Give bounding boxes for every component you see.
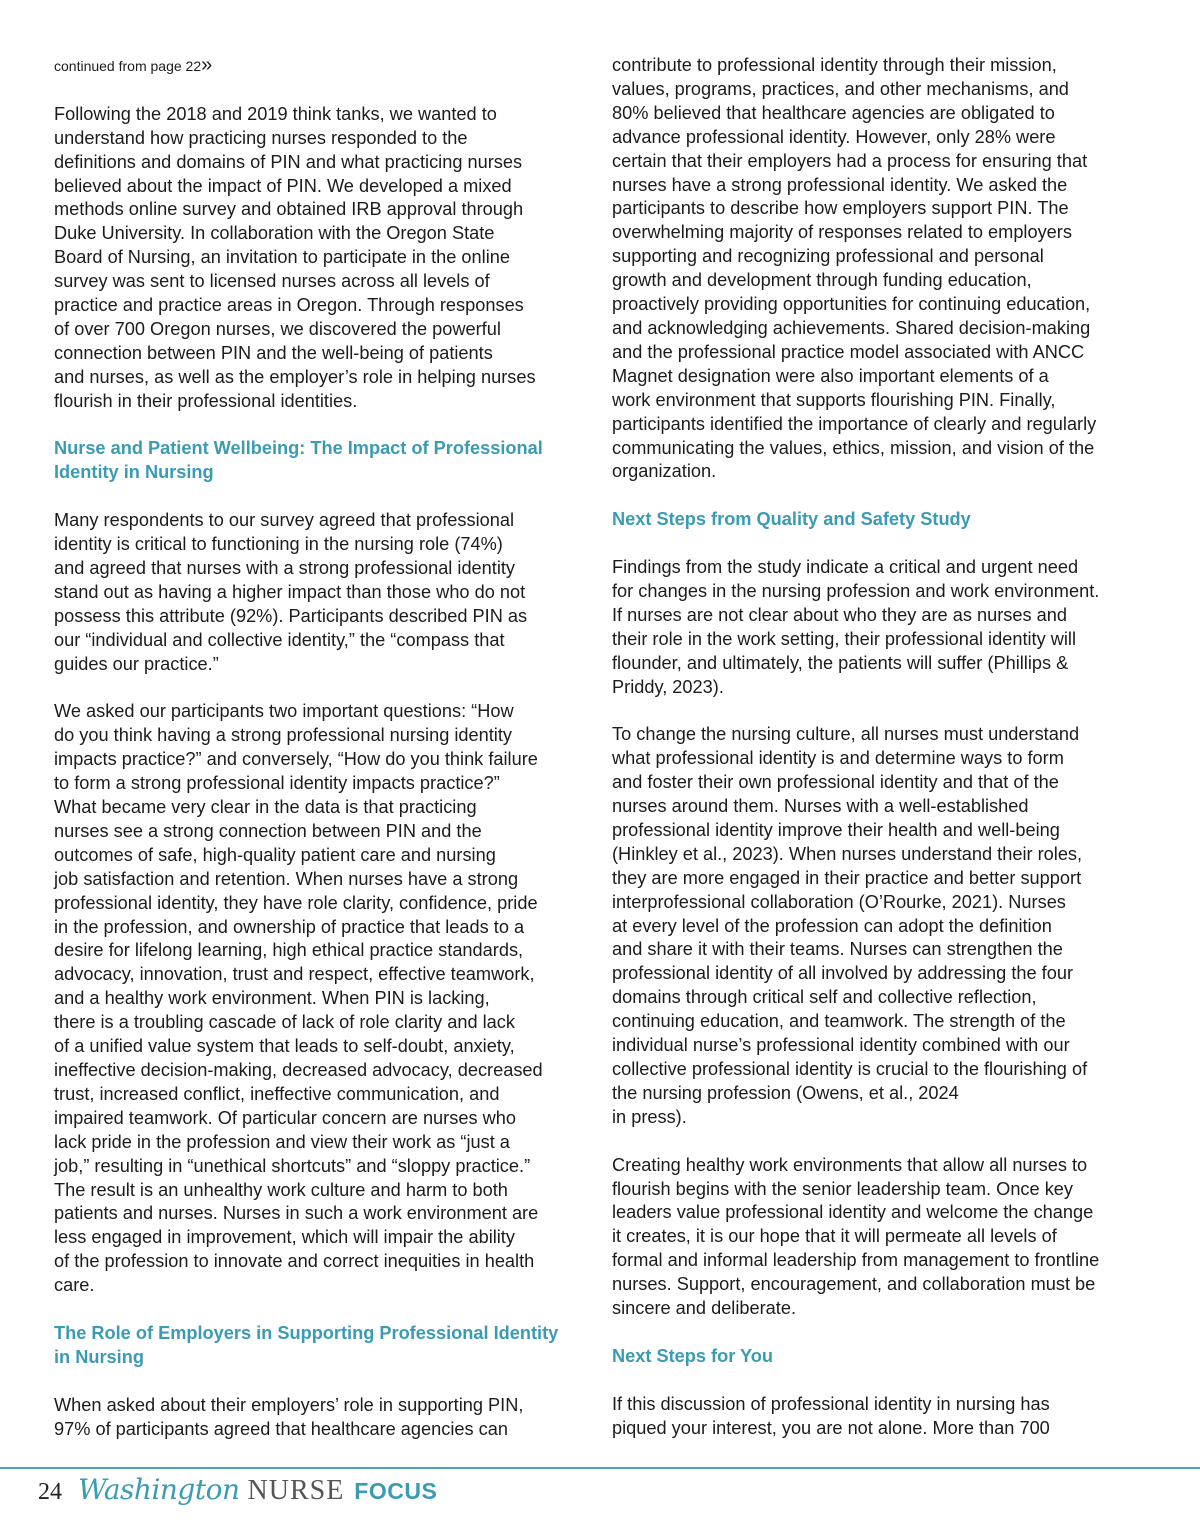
continued-label: continued from page 22 xyxy=(54,58,202,74)
section-heading-next-steps-study: Next Steps from Quality and Safety Study xyxy=(612,509,971,530)
continued-note xyxy=(54,54,594,79)
section-heading-employers: The Role of Employers in Supporting Professional Identity in Nursing xyxy=(54,1322,559,1367)
paragraph: Creating healthy work environments that allow all nurses to flourish begins with the senior leadership team. Once key leaders value professional identity and welcome the change it creates, it is our hope that it will permeate all levels of formal and informal leadership from management to frontline nurses. Support, encouragement, and collaboration must be sincere and deliberate. xyxy=(612,1154,1100,1319)
magazine-logo-focus: FOCUS xyxy=(354,1478,438,1504)
paragraph: We asked our participants two important questions: “How do you think having a strong professional nursing identity impacts practice?” and conversely, “How do you think failure to form a strong professional identity impacts practice?” What became very clear in the data is that practicing nurses see a strong connection between PIN and the outcomes of safe, high-quality patient care and nursing job satisfaction and retention. When nurses have a strong professional identity, they have role clarity, confidence, pride in the profession, and ownership of practice that leads to a desire for lifelong learning, high ethical practice standards, advocacy, innovation, trust and respect, effective teamwork, and a healthy work environment. When PIN is lacking, there is a troubling cascade of lack of role clarity and lack of a unified value system that leads to self-doubt, anxiety, ineffective decision-making, decreased advocacy, decreased trust, increased conflict, ineffective communication, and impaired teamwork. Of particular concern are nurses who lack pride in the profession and view their work as “just a job,” resulting in “unethical shortcuts” and “sloppy practice.” The result is an unhealthy work culture and harm to both patients and nurses. Nurses in such a work environment are less engaged in improvement, which will impair the ability of the profession to innovate and correct inequities in health care. xyxy=(54,701,543,1296)
page-number: 24 xyxy=(38,1479,62,1505)
magazine-logo-nurse: NURSE xyxy=(247,1475,345,1506)
section-heading-next-steps-you: Next Steps for You xyxy=(612,1345,774,1366)
paragraph: Findings from the study indicate a critical and urgent need for changes in the nursing profession and work environment. If nurses are not clear about who they are as nurses and their role in the work setting, their professional identity will flounder, and ultimately, the patients will suffer (Phillips & Priddy, 2023). xyxy=(612,557,1100,697)
continued-arrow-icon: » xyxy=(201,54,213,76)
paragraph: To change the nursing culture, all nurses must understand what professional identity is and determine ways to form and foster their own professional identity and that of the nurses around them. Nurses with a well-established professional identity improve their health and well-being (Hinkley et al., 2023). When nurses understand their roles, they are more engaged in their practice and better support interprofessional collaboration (O’Rourke, 2021). Nurses at every level of the profession can adopt the definition and share it with their teams. Nurses can strengthen the professional identity of all involved by addressing the four domains through critical self and collective reflection, continuing education, and teamwork. The strength of the individual nurse’s professional identity combined with our collective professional identity is crucial to the flourishing of the nursing profession (Owens, et al., 2024 in press). xyxy=(612,724,1088,1127)
footer-rule xyxy=(0,1467,1200,1469)
paragraph: contribute to professional identity through their mission, values, programs, practices, and other mechanisms, and 80% believed that healthcare agencies are obligated to advance professional identity. However, only 28% were certain that their employers had a process for ensuring that nurses have a strong professional identity. We asked the participants to describe how employers support PIN. The overwhelming majority of responses related to employers supporting and recognizing professional and personal growth and development through funding education, proactively providing opportunities for continuing education, and acknowledging achievements. Shared decision-making and the professional practice model associated with ANCC Magnet designation were also important elements of a work environment that supports flourishing PIN. Finally, participants identified the importance of clearly and regularly communicating the values, ethics, mission, and vision of the organization. xyxy=(612,55,1097,482)
paragraph: When asked about their employers’ role in supporting PIN, 97% of participants agreed that healthcare agencies can xyxy=(54,1394,524,1439)
paragraph: Many respondents to our survey agreed that professional identity is critical to functioning in the nursing role (74%) and agreed that nurses with a strong professional identity stand out as having a higher impact than those who do not possess this attribute (92%). Participants described PIN as our “individual and collective identity,” the “compass that guides our practice.” xyxy=(54,510,528,674)
magazine-logo-script: Washington xyxy=(78,1473,240,1506)
right-column xyxy=(612,54,1172,1464)
left-column xyxy=(54,54,594,1465)
page-footer xyxy=(38,1473,437,1507)
paragraph: Following the 2018 and 2019 think tanks, we wanted to understand how practicing nurses responded to the definitions and domains of PIN and what practicing nurses believed about the impact of PIN. We developed a mixed methods online survey and obtained IRB approval through Duke University. In collaboration with the Oregon State Board of Nursing, an invitation to participate in the online survey was sent to licensed nurses across all levels of practice and practice areas in Oregon. Through responses of over 700 Oregon nurses, we discovered the powerful connection between PIN and the well-being of patients and nurses, as well as the employer’s role in helping nurses flourish in their professional identities. xyxy=(54,103,536,411)
section-heading-wellbeing: Nurse and Patient Wellbeing: The Impact of Professional Identity in Nursing xyxy=(54,438,543,483)
paragraph: If this discussion of professional identity in nursing has piqued your interest, you are not alone. More than 700 xyxy=(612,1393,1050,1438)
